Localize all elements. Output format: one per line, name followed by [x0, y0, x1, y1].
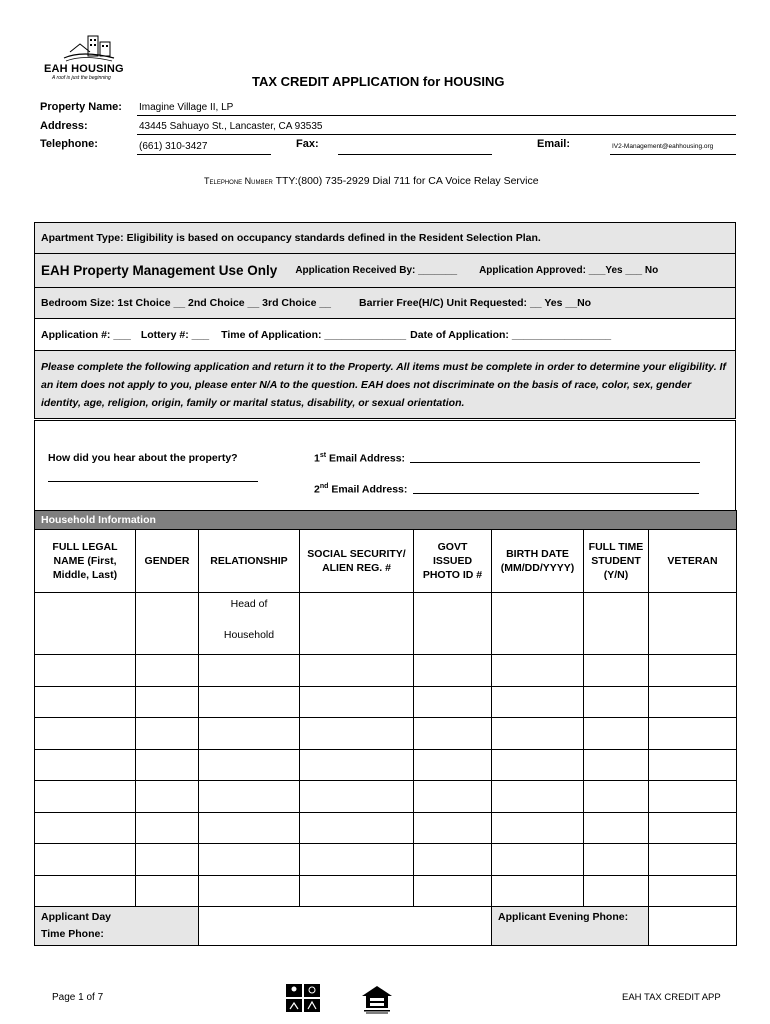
table-cell[interactable]	[300, 593, 414, 655]
day-phone-label: Applicant Day Time Phone:	[35, 907, 136, 946]
org-name: EAH HOUSING	[44, 63, 124, 75]
evening-phone-label: Applicant Evening Phone:	[492, 907, 649, 946]
tty-label: Telephone Number	[204, 176, 273, 186]
buildings-icon	[62, 34, 116, 62]
table-cell[interactable]	[492, 686, 584, 718]
date-of-application-field[interactable]: Date of Application: _________________	[410, 328, 612, 341]
table-cell[interactable]	[584, 781, 649, 813]
hoh-line-1: Head of	[230, 598, 268, 610]
email-label: Email:	[537, 138, 571, 150]
household-table	[34, 510, 737, 946]
table-row	[35, 875, 737, 907]
table-cell[interactable]	[35, 781, 136, 813]
table-cell[interactable]	[414, 812, 492, 844]
table-cell[interactable]	[300, 844, 414, 876]
table-cell[interactable]	[649, 749, 737, 781]
table-cell[interactable]	[300, 875, 414, 907]
table-cell[interactable]	[492, 875, 584, 907]
doc-name: EAH TAX CREDIT APP	[622, 992, 721, 1003]
table-row	[35, 686, 737, 718]
table-cell[interactable]	[414, 718, 492, 750]
table-cell[interactable]	[300, 718, 414, 750]
address-label: Address:	[40, 120, 88, 132]
barrier-free-field[interactable]: Barrier Free(H/C) Unit Requested: __ Yes __No	[359, 297, 592, 309]
table-cell[interactable]	[649, 812, 737, 844]
table-cell[interactable]	[199, 875, 300, 907]
table-cell[interactable]	[584, 875, 649, 907]
table-cell[interactable]	[584, 655, 649, 687]
table-cell[interactable]	[584, 686, 649, 718]
time-of-application-field[interactable]: Time of Application: ______________	[221, 328, 407, 341]
hear-about-field[interactable]	[48, 481, 258, 482]
accessibility-icon	[286, 984, 322, 1012]
hear-about-label: How did you hear about the property?	[48, 452, 238, 464]
table-cell[interactable]	[199, 655, 300, 687]
table-row	[35, 655, 737, 687]
table-cell[interactable]	[414, 781, 492, 813]
equal-housing-icon	[360, 984, 394, 1014]
table-cell[interactable]	[35, 718, 136, 750]
table-cell[interactable]	[414, 686, 492, 718]
application-number-row	[35, 319, 735, 351]
table-cell[interactable]	[35, 875, 136, 907]
table-cell[interactable]	[136, 812, 199, 844]
head-of-household-cell	[199, 593, 300, 655]
notice-row	[35, 351, 735, 418]
table-cell[interactable]	[649, 781, 737, 813]
phone-row	[35, 907, 737, 946]
col-birth-date: BIRTH DATE (MM/DD/YYYY)	[492, 530, 584, 593]
apartment-type-row	[35, 223, 735, 254]
col-gender: GENDER	[136, 530, 199, 593]
table-cell[interactable]	[492, 655, 584, 687]
table-cell[interactable]	[492, 718, 584, 750]
table-cell[interactable]	[300, 655, 414, 687]
table-cell[interactable]	[414, 844, 492, 876]
col-student: FULL TIME STUDENT (Y/N)	[584, 530, 649, 593]
bedroom-size-field[interactable]: Bedroom Size: 1st Choice __ 2nd Choice __ 3rd Choice __	[41, 297, 332, 309]
table-cell[interactable]	[35, 593, 136, 655]
approved-field[interactable]: Application Approved: ___Yes ___ No	[479, 265, 659, 276]
table-cell[interactable]	[584, 812, 649, 844]
telephone-label: Telephone:	[40, 138, 98, 150]
table-cell[interactable]	[136, 718, 199, 750]
management-box	[34, 222, 736, 419]
col-full-name: FULL LEGAL NAME (First, Middle, Last)	[35, 530, 136, 593]
table-cell[interactable]	[35, 812, 136, 844]
col-relationship: RELATIONSHIP	[199, 530, 300, 593]
table-cell[interactable]	[199, 718, 300, 750]
tty-line	[204, 175, 539, 187]
table-cell[interactable]	[492, 781, 584, 813]
table-cell[interactable]	[649, 593, 737, 655]
table-cell[interactable]	[35, 686, 136, 718]
table-cell[interactable]	[492, 593, 584, 655]
table-cell[interactable]	[199, 844, 300, 876]
table-cell[interactable]	[35, 844, 136, 876]
table-cell[interactable]	[414, 655, 492, 687]
table-cell[interactable]	[492, 844, 584, 876]
day-phone-field[interactable]	[199, 907, 492, 946]
table-cell[interactable]	[414, 875, 492, 907]
use-only-row	[35, 254, 735, 288]
email1-field[interactable]	[410, 462, 700, 463]
eah-logo	[44, 34, 144, 81]
table-cell[interactable]	[136, 686, 199, 718]
table-cell[interactable]	[584, 718, 649, 750]
table-cell[interactable]	[649, 844, 737, 876]
email-field[interactable]: IV2-Management@eahhousing.org	[610, 140, 736, 155]
table-cell[interactable]	[584, 593, 649, 655]
address-field[interactable]: 43445 Sahuayo St., Lancaster, CA 93535	[137, 120, 736, 135]
fax-field[interactable]	[338, 140, 492, 155]
table-cell[interactable]	[492, 812, 584, 844]
table-cell[interactable]	[584, 844, 649, 876]
table-cell[interactable]	[649, 875, 737, 907]
table-cell[interactable]	[414, 593, 492, 655]
table-row	[35, 844, 737, 876]
page-title: TAX CREDIT APPLICATION for HOUSING	[252, 74, 505, 89]
day-phone-label-ext	[136, 907, 199, 946]
col-veteran: VETERAN	[649, 530, 737, 593]
table-cell[interactable]	[136, 593, 199, 655]
email1-label: 1st Email Address:	[314, 452, 406, 465]
table-row	[35, 593, 737, 655]
table-cell[interactable]	[300, 749, 414, 781]
table-cell[interactable]	[649, 718, 737, 750]
apartment-type-text: Apartment Type: Eligibility is based on occupancy standards defined in the Resident Selection Plan.	[41, 232, 541, 244]
fax-label: Fax:	[296, 138, 319, 150]
table-row	[35, 781, 737, 813]
property-name-field[interactable]: Imagine Village II, LP	[137, 101, 736, 116]
table-cell[interactable]	[649, 686, 737, 718]
table-cell[interactable]	[136, 875, 199, 907]
col-photo-id: GOVT ISSUED PHOTO ID #	[414, 530, 492, 593]
table-cell[interactable]	[199, 686, 300, 718]
evening-phone-field[interactable]	[649, 907, 737, 946]
table-row	[35, 812, 737, 844]
household-header-row	[35, 530, 737, 593]
telephone-field[interactable]: (661) 310-3427	[137, 140, 271, 155]
table-cell[interactable]	[136, 781, 199, 813]
table-cell[interactable]	[136, 655, 199, 687]
use-only-heading: EAH Property Management Use Only	[41, 263, 278, 278]
table-cell[interactable]	[584, 749, 649, 781]
col-ssn: SOCIAL SECURITY/ ALIEN REG. #	[300, 530, 414, 593]
table-row	[35, 718, 737, 750]
received-by-field[interactable]: Application Received By: _______	[295, 265, 458, 276]
org-tagline: A roof is just the beginning	[52, 75, 111, 81]
tty-text: TTY:(800) 735-2929 Dial 711 for CA Voice Relay Service	[272, 175, 539, 187]
table-cell[interactable]	[649, 655, 737, 687]
page-number: Page 1 of 7	[52, 992, 104, 1003]
email2-label: 2nd Email Address:	[314, 483, 408, 496]
lottery-field[interactable]: Lottery #: ___	[140, 328, 210, 341]
contact-box	[34, 420, 736, 511]
table-cell[interactable]	[35, 749, 136, 781]
email2-field[interactable]	[413, 493, 699, 494]
table-cell[interactable]	[414, 749, 492, 781]
notice-text: Please complete the following application and return it to the Property. All items must be complete in order to determine your eligibility. If an item does not apply to you, please enter N/A to the question. EAH does not discriminate on the basis of race, color, sex, gender identity, age, religion, origin, family or marital status, disability, or sexual orientation.	[41, 360, 726, 409]
table-cell[interactable]	[199, 812, 300, 844]
table-cell[interactable]	[136, 749, 199, 781]
application-number-field[interactable]: Application #: ___	[41, 328, 131, 341]
table-cell[interactable]	[35, 655, 136, 687]
table-cell[interactable]	[300, 812, 414, 844]
household-banner: Household Information	[35, 511, 737, 530]
table-cell[interactable]	[300, 686, 414, 718]
table-cell[interactable]	[199, 781, 300, 813]
table-cell[interactable]	[300, 781, 414, 813]
table-cell[interactable]	[199, 749, 300, 781]
table-cell[interactable]	[492, 749, 584, 781]
bedroom-row	[35, 288, 735, 319]
table-row	[35, 749, 737, 781]
property-name-label: Property Name:	[40, 101, 122, 113]
hoh-line-2: Household	[223, 629, 275, 641]
table-cell[interactable]	[136, 844, 199, 876]
